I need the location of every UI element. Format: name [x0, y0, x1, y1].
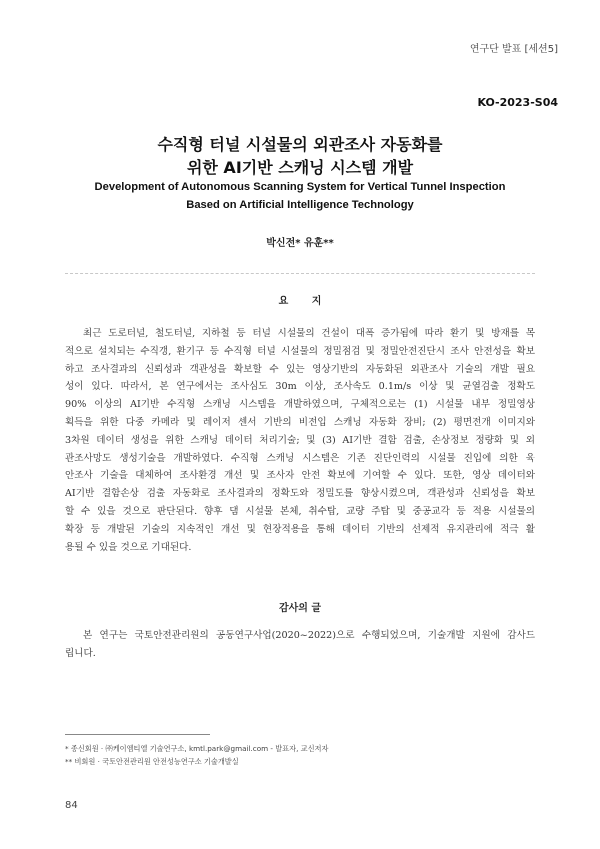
abstract-heading: 요 지: [278, 296, 332, 307]
abstract-line: 3차원 데이터 생성을 위한 스캐닝 데이터 처리기술; 및 (3) AI기반 결함 검출, 손상정보 정량화 및 외: [65, 434, 535, 446]
paper-code: KO-2023-S04: [477, 96, 558, 109]
acknowledgment-line: 립니다.: [65, 647, 96, 659]
abstract-line: 하고 조사결과의 신뢰성과 객관성을 확보할 수 있는 영상기반의 자동화된 외관조사 기술의 개발 필요: [65, 363, 535, 375]
korean-title-line-2: 위한 AI기반 스캐닝 시스템 개발: [186, 158, 414, 177]
page-number: 84: [65, 800, 78, 811]
abstract-line: 관조사망도 생성기술을 개발하였다. 수직형 스캐닝 시스템은 기존 진단인력의 시설물 진입에 의한 육: [65, 452, 535, 464]
abstract-line: 적으로 설치되는 수직갱, 환기구 등 수직형 터널 시설물의 정밀점검 및 정밀안전진단시 조사 안전성을 확보: [65, 345, 535, 357]
acknowledgment-line: 본 연구는 국토안전관리원의 공동연구사업(2020~2022)으로 수행되었으며, 기술개발 지원에 감사드: [83, 630, 535, 641]
footnote-rule: [65, 734, 210, 735]
abstract-line: AI기반 결함손상 검출 자동화로 조사결과의 정확도와 정밀도를 향상시켰으며, 객관성과 신뢰성을 확보: [65, 488, 535, 500]
korean-title-line-1: 수직형 터널 시설물의 외관조사 자동화를: [157, 135, 443, 154]
abstract-line: 90% 이상의 AI기반 수직형 스캐닝 시스템을 개발하였으며, 구체적으로는 (1) 시설물 내부 정밀영상: [65, 399, 535, 411]
abstract-body: [65, 325, 535, 556]
abstract-line: 용될 수 있을 것으로 기대된다.: [65, 541, 192, 553]
abstract-line: 최근 도로터널, 철도터널, 지하철 등 터널 시설물의 건설이 대폭 증가됨에 따라 환기 및 방재를 목: [83, 328, 535, 339]
footnote-2: ** 비회원 · 국토안전관리원 안전성능연구소 기술개발실: [65, 757, 239, 766]
abstract-line: 성이 있다. 따라서, 본 연구에서는 조사심도 30m 이상, 조사속도 0.1m/s 이상 및 균열검출 정확도: [65, 381, 535, 393]
acknowledgment-heading: 감사의 글: [278, 603, 322, 614]
section-divider: [65, 273, 535, 274]
session-label: 연구단 발표 [세션5]: [469, 44, 558, 55]
abstract-line: 확장 등 개발된 기술의 지속적인 개선 및 현장적용을 통해 데이터 기반의 선제적 유지관리에 적극 활: [65, 523, 535, 535]
english-title-line-2: Based on Artificial Intelligence Technology: [186, 199, 414, 211]
abstract-line: 획득을 위한 다중 카메라 및 레이저 센서 기반의 비전입 스캐닝 자동화 장비; (2) 평면전개 이미지와: [65, 416, 535, 428]
footnote-1: * 종신회원 · ㈜케이엠티엘 기술연구소, kmtl.park@gmail.com - 발표자, 교신저자: [65, 744, 329, 753]
english-title-line-1: Development of Autonomous Scanning System for Vertical Tunnel Inspection: [94, 181, 506, 193]
abstract-line: 할 수 있을 것으로 판단된다. 향후 댐 시설물 본체, 취수탑, 교량 주탑 및 중공교각 등 적용 시설물의: [65, 505, 535, 517]
acknowledgment-body: [65, 627, 535, 663]
authors: 박신전* 유훈**: [266, 238, 334, 249]
abstract-line: 안조사 기술을 대체하여 조사환경 개선 및 조사자 안전 확보에 기여할 수 있다. 또한, 영상 데이터와: [65, 470, 535, 482]
